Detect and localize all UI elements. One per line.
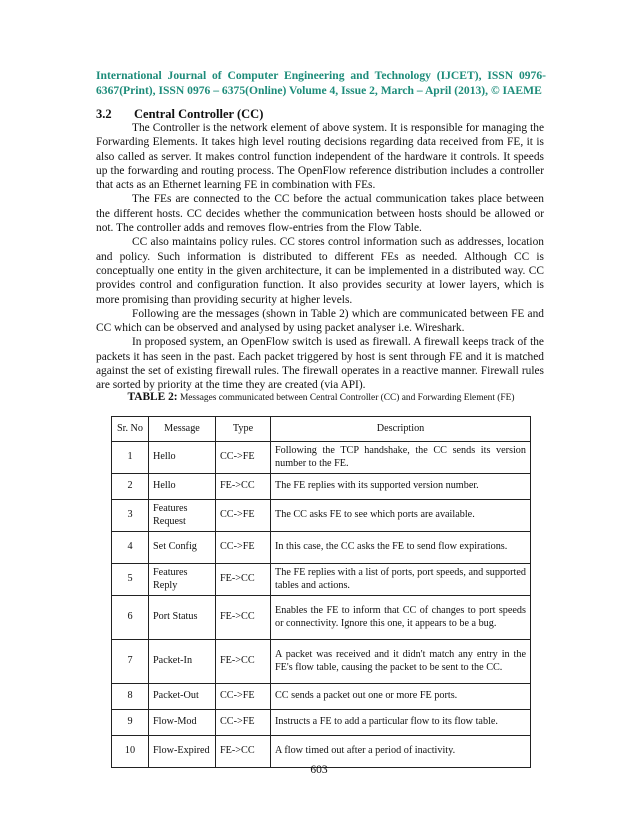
table-caption-label: TABLE 2: <box>127 391 178 403</box>
cell-type: FE->CC <box>216 564 271 596</box>
cell-sr-no: 2 <box>112 474 149 500</box>
table-header-row <box>112 417 531 442</box>
cell-type: FE->CC <box>216 596 271 640</box>
paragraph: The FEs are connected to the CC before the actual communication takes place between the different hosts. CC decides whether the communication between hosts should be allowed or not. The controller adds and removes flow-entries from the Flow Table. <box>96 193 544 235</box>
cell-description: Following the TCP handshake, the CC sends its version number to the FE. <box>271 442 531 474</box>
header-sr-no: Sr. No <box>112 417 149 442</box>
header-description: Description <box>271 417 531 442</box>
journal-header: International Journal of Computer Engineering and Technology (IJCET), ISSN 0976-6367(Print), ISSN 0976 – 6375(Online) Volume 4, Issue 2, March – April (2013), © IAEME <box>96 69 546 97</box>
cell-message: Features Request <box>149 500 216 532</box>
table-row <box>112 442 531 474</box>
cell-message: Flow-Expired <box>149 736 216 768</box>
section-title: Central Controller (CC) <box>134 107 264 121</box>
table-row <box>112 564 531 596</box>
table-row <box>112 710 531 736</box>
cell-type: FE->CC <box>216 736 271 768</box>
cell-message: Packet-In <box>149 640 216 684</box>
messages-table <box>111 416 531 768</box>
cell-message: Hello <box>149 442 216 474</box>
cell-message: Set Config <box>149 532 216 564</box>
cell-sr-no: 6 <box>112 596 149 640</box>
table-row <box>112 596 531 640</box>
cell-type: CC->FE <box>216 710 271 736</box>
cell-type: CC->FE <box>216 532 271 564</box>
table-row <box>112 640 531 684</box>
paragraph: CC also maintains policy rules. CC stores control information such as addresses, location and policy. Such information is distributed to different FEs as needed. Although CC is conceptually one entity in the given architecture, it can be implemented in a distributed way. CC provides control and configuration function. It also provides security at lower layers, which is more promising than providing security at higher levels. <box>96 236 544 306</box>
section-heading <box>96 107 263 122</box>
cell-description: A flow timed out after a period of inactivity. <box>271 736 531 768</box>
cell-type: FE->CC <box>216 640 271 684</box>
cell-sr-no: 5 <box>112 564 149 596</box>
cell-type: CC->FE <box>216 500 271 532</box>
cell-message: Flow-Mod <box>149 710 216 736</box>
cell-sr-no: 8 <box>112 684 149 710</box>
cell-message: Hello <box>149 474 216 500</box>
cell-message: Port Status <box>149 596 216 640</box>
cell-type: FE->CC <box>216 474 271 500</box>
cell-description: A packet was received and it didn't match any entry in the FE's flow table, causing the packet to be sent to the CC. <box>271 640 531 684</box>
cell-type: CC->FE <box>216 442 271 474</box>
cell-description: CC sends a packet out one or more FE ports. <box>271 684 531 710</box>
cell-sr-no: 10 <box>112 736 149 768</box>
paragraph: Following are the messages (shown in Table 2) which are communicated between FE and CC which can be observed and analysed by using packet analyser i.e. Wireshark. <box>96 307 544 335</box>
table-row <box>112 500 531 532</box>
paragraph: The Controller is the network element of above system. It is responsible for managing the Forwarding Elements. It takes high level routing decisions regarding data received from FE, it is also called as server. It makes control function independent of the hardware it controls. It speeds up the forwarding and routing process. The OpenFlow reference distribution includes a controller that acts as an Ethernet learning FE in combination with FEs. <box>96 122 544 192</box>
cell-description: The FE replies with a list of ports, port speeds, and supported tables and actions. <box>271 564 531 596</box>
cell-description: Enables the FE to inform that CC of changes to port speeds or connectivity. Ignore this one, it appears to be a bug. <box>271 596 531 640</box>
cell-sr-no: 4 <box>112 532 149 564</box>
header-message: Message <box>149 417 216 442</box>
section-number: 3.2 <box>96 107 112 121</box>
cell-description: Instructs a FE to add a particular flow to its flow table. <box>271 710 531 736</box>
cell-description: The CC asks FE to see which ports are available. <box>271 500 531 532</box>
table-row <box>112 736 531 768</box>
cell-description: The FE replies with its supported version number. <box>271 474 531 500</box>
cell-sr-no: 1 <box>112 442 149 474</box>
table-caption-text: Messages communicated between Central Controller (CC) and Forwarding Element (FE) <box>177 393 515 403</box>
page-number: 603 <box>310 764 328 776</box>
cell-message: Packet-Out <box>149 684 216 710</box>
cell-sr-no: 3 <box>112 500 149 532</box>
paragraph: In proposed system, an OpenFlow switch is used as firewall. A firewall keeps track of the packets it has seen in the past. Each packet triggered by host is sent through FE and it is matched against the set of existing firewall rules. The firewall operates in a reactive manner. Firewall rules are sorted by priority at the time they are created (via API). <box>96 336 544 392</box>
table-row <box>112 474 531 500</box>
cell-type: CC->FE <box>216 684 271 710</box>
cell-sr-no: 9 <box>112 710 149 736</box>
table-row <box>112 684 531 710</box>
cell-message: Features Reply <box>149 564 216 596</box>
table-caption <box>96 391 546 403</box>
table-row <box>112 532 531 564</box>
section-body <box>96 121 544 393</box>
cell-description: In this case, the CC asks the FE to send flow expirations. <box>271 532 531 564</box>
header-type: Type <box>216 417 271 442</box>
cell-sr-no: 7 <box>112 640 149 684</box>
